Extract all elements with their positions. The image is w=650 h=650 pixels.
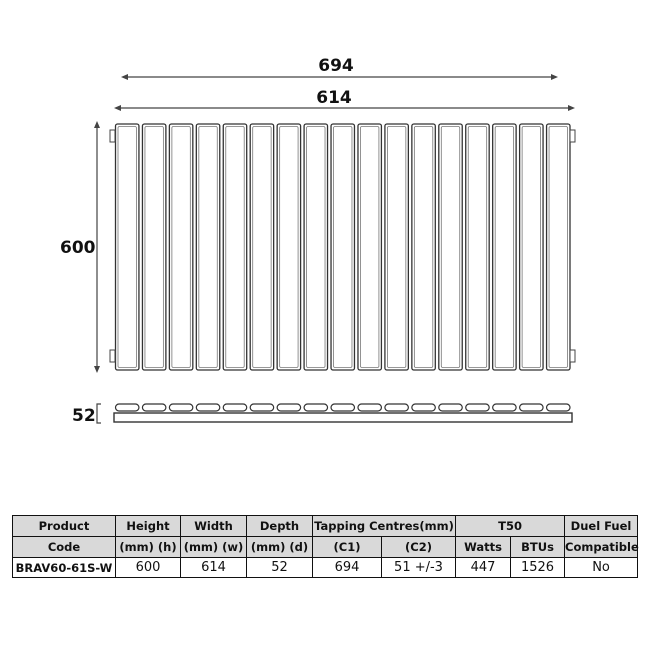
header-depth-unit: (mm) (d) — [247, 537, 313, 558]
column-top-profile — [250, 404, 273, 411]
table-subheader-row — [13, 537, 638, 558]
radiator-column — [169, 124, 192, 370]
cell-depth: 52 — [247, 558, 313, 578]
cell-width: 614 — [181, 558, 247, 578]
header-btus: BTUs — [511, 537, 565, 558]
radiator-column — [304, 124, 327, 370]
column-top-profile — [439, 404, 462, 411]
overall-width-label: 694 — [318, 56, 354, 76]
radiator-column — [466, 124, 489, 370]
header-t50: T50 — [456, 516, 565, 537]
specification-table — [12, 515, 638, 578]
cell-c1: 694 — [313, 558, 382, 578]
column-top-profile — [493, 404, 516, 411]
radiator-front-view — [116, 124, 571, 370]
header-width-unit: (mm) (w) — [181, 537, 247, 558]
cell-watts: 447 — [456, 558, 511, 578]
column-top-profile — [277, 404, 300, 411]
cell-btus: 1526 — [511, 558, 565, 578]
depth-label: 52 — [72, 406, 96, 426]
column-top-profile — [169, 404, 192, 411]
column-top-profile — [196, 404, 219, 411]
radiator-top-view — [114, 404, 572, 422]
cell-code: BRAV60-61S-W — [13, 558, 116, 578]
table-header-row — [13, 516, 638, 537]
radiator-column — [358, 124, 381, 370]
cell-duel-fuel: No — [565, 558, 638, 578]
radiator-column — [520, 124, 543, 370]
header-duel-fuel: Duel Fuel — [565, 516, 638, 537]
column-top-profile — [116, 404, 139, 411]
column-top-profile — [466, 404, 489, 411]
column-top-profile — [358, 404, 381, 411]
radiator-column — [196, 124, 219, 370]
height-label: 600 — [60, 238, 96, 258]
column-top-profile — [331, 404, 354, 411]
table-row — [13, 558, 638, 578]
column-top-profile — [412, 404, 435, 411]
radiator-column — [412, 124, 435, 370]
column-top-profile — [223, 404, 246, 411]
column-top-profile — [304, 404, 327, 411]
radiator-column — [142, 124, 165, 370]
radiator-column — [385, 124, 408, 370]
radiator-column — [250, 124, 273, 370]
radiator-column — [277, 124, 300, 370]
radiator-column — [439, 124, 462, 370]
radiator-column — [331, 124, 354, 370]
column-top-profile — [547, 404, 570, 411]
header-code: Code — [13, 537, 116, 558]
header-tapping-centres: Tapping Centres(mm) — [313, 516, 456, 537]
radiator-column — [116, 124, 139, 370]
header-height: Height — [116, 516, 181, 537]
column-top-profile — [520, 404, 543, 411]
cell-c2: 51 +/-3 — [382, 558, 456, 578]
depth-dimension-bracket — [97, 404, 101, 423]
column-top-profile — [142, 404, 165, 411]
radiator-column — [223, 124, 246, 370]
header-c1: (C1) — [313, 537, 382, 558]
header-c2: (C2) — [382, 537, 456, 558]
radiator-column — [493, 124, 516, 370]
panel-width-label: 614 — [316, 88, 352, 108]
column-top-profile — [385, 404, 408, 411]
header-depth: Depth — [247, 516, 313, 537]
header-compatible: Compatible — [565, 537, 638, 558]
header-product: Product — [13, 516, 116, 537]
cell-height: 600 — [116, 558, 181, 578]
header-watts: Watts — [456, 537, 511, 558]
radiator-column — [547, 124, 570, 370]
header-width: Width — [181, 516, 247, 537]
header-height-unit: (mm) (h) — [116, 537, 181, 558]
